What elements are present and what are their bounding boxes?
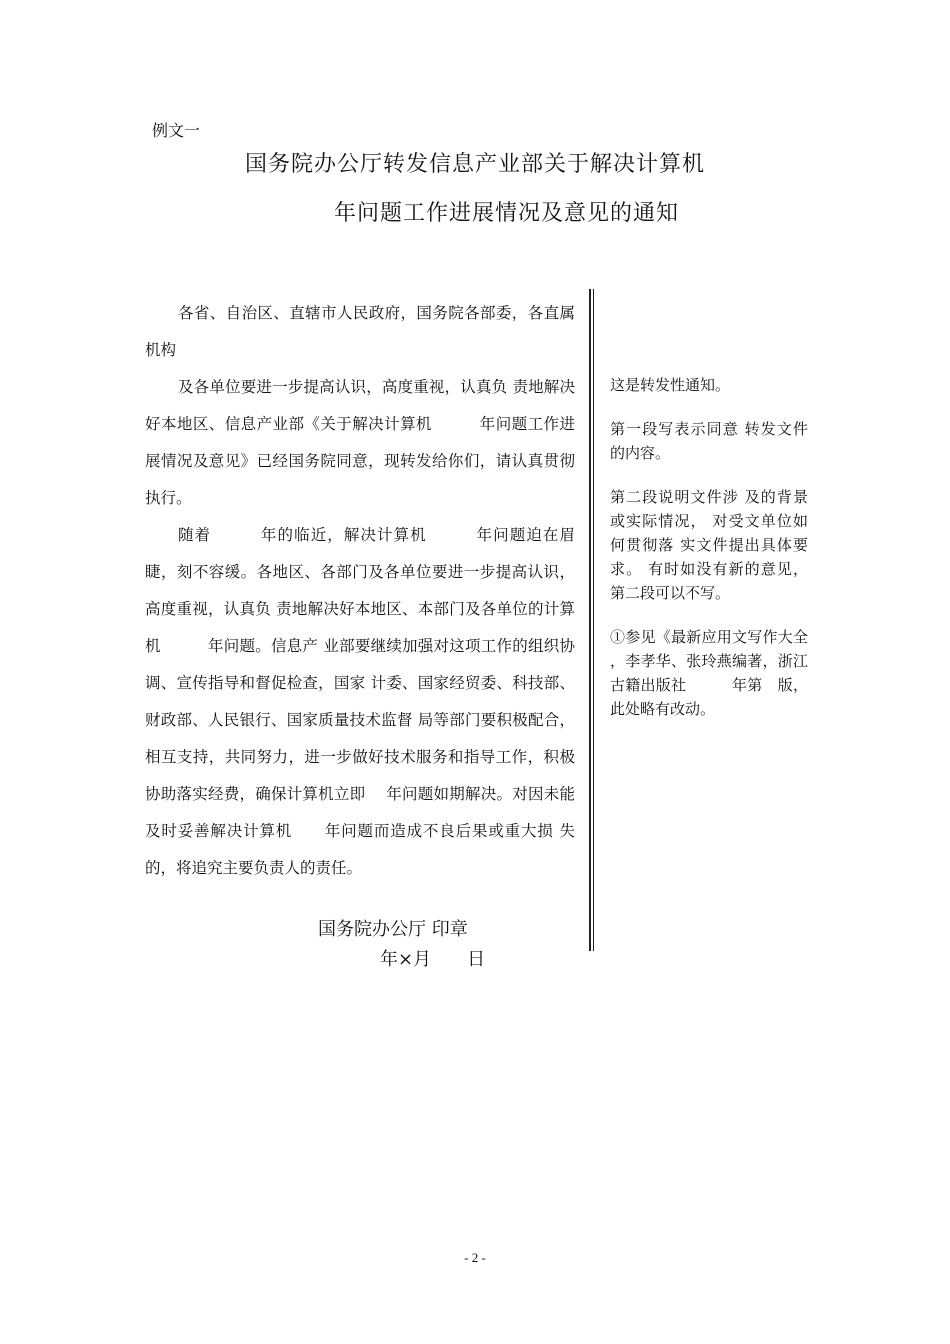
issuer-signature: 国务院办公厅 印章 — [318, 919, 468, 940]
example-label: 例文一 — [152, 121, 201, 140]
column-divider — [589, 289, 594, 951]
issue-date: 年×月 日 — [380, 949, 486, 970]
note-4: ①参见《最新应用文写作大全 ，李孝华、张玲燕编著，浙江古籍出版社 年第 版，此处略有改动。 — [610, 628, 808, 718]
page-number: - 2 - — [464, 1250, 486, 1265]
annotation-column — [610, 373, 808, 741]
note-3: 第二段说明文件涉 及的背景或实际情况， 对受文单位如何贯彻落 实文件提出具体要求。 有时如没有新的意见，第二段可以不写。 — [610, 488, 808, 602]
document-title-line-2: 年问题工作进展情况及意见的通知 — [334, 201, 680, 226]
note-1: 这是转发性通知。 — [610, 376, 731, 394]
document-title-line-1: 国务院办公厅转发信息产业部关于解决计算机 — [244, 152, 705, 177]
paragraph-2: 随着 年的临近，解决计算机 年问题迫在眉睫，刻不容缓。各地区、各部门及各单位要进一步提高认识，高度重视，认真负 责地解决好本地区、本部门及各单位的计算机 年问题。信息产 业部要继续加强对这项工作的组织协调、宣传指导和督促检查，国家 计委、国家经贸委、科技部、财政部、人民银行、国家质量技术监督 局等部门要积极配合，相互支持，共同努力，进一步做好技术服务和指导工作，积极协助落实经费，确保计算机立即 年问题如期解决。对因未能及时妥善解决计算机 年问题而造成不良后果或重大损 失的，将追究主要负责人的责任。 — [145, 526, 575, 877]
salutation: 各省、自治区、直辖市人民政府，国务院各部委，各直属机构 — [145, 304, 575, 359]
main-text-column — [145, 295, 575, 887]
note-2: 第一段写表示同意 转发文件的内容。 — [610, 420, 808, 462]
paragraph-1: 及各单位要进一步提高认识，高度重视，认真负 责地解决好本地区、信息产业部《关于解决计算机 年问题工作进展情况及意见》已经国务院同意，现转发给你们，请认真贯彻执行。 — [145, 378, 575, 507]
